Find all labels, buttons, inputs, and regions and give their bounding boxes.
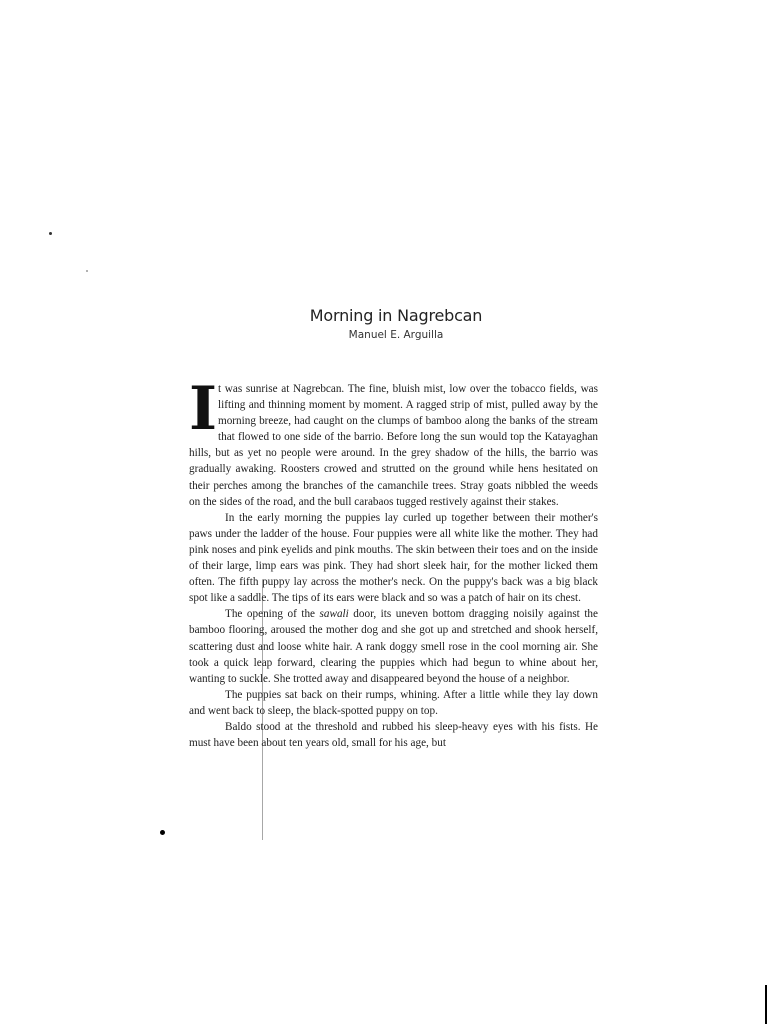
drop-cap-letter: I [189, 374, 218, 444]
story-body [189, 374, 598, 751]
paragraph-3-after: door, its uneven bottom dragging noisily against the bamboo flooring, aroused the mother dog and she got up and stretched and shook herself, scattering dust and loose white hair. A rank doggy smell rose in the cool morning air. She took a quick leap forward, clearing the puppies which had begun to whine about her, wanting to suckle. She trotted away and disappeared beyond the house of a neighbor. [189, 608, 598, 685]
pencil-mark [262, 580, 263, 840]
story-title: Morning in Nagrebcan [309, 306, 483, 325]
paragraph-5: Baldo stood at the threshold and rubbed his sleep-heavy eyes with his fists. He must have been about ten years old, small for his age, but [189, 720, 598, 750]
paragraph-3-italic: sawali [319, 608, 349, 621]
page-edge-line [765, 985, 767, 1024]
paragraph-1-text: t was sunrise at Nagrebcan. The fine, bluish mist, low over the tobacco fields, was lifting and thinning moment by moment. A ragged strip of mist, pulled away by the morning breeze, had caught on the clumps of bamboo along the banks of the stream that flowed to one side of the barrio. Before long the sun would top the Katayaghan hills, but as yet no people were around. In the grey shadow of the hills, the barrio was gradually awaking. Roosters crowed and strutted on the ground while hens hesitated on their perches among the branches of the camanchile trees. Stray goats nibbled the weeds on the sides of the road, and the bull carabaos tugged restively against their stakes. [189, 383, 598, 508]
paragraph-3-before: The opening of the [225, 608, 320, 621]
paragraph-2: In the early morning the puppies lay curled up together between their mother's paws under the ladder of the house. Four puppies were all white like the mother. They had pink noses and pink eyelids and pink mouths. The skin between their toes and on the inside of their large, limp ears was pink. They had short sleek hair, for the mother licked them often. The fifth puppy lay across the mother's neck. On the puppy's back was a big black spot like a saddle. The tips of its ears were black and so was a patch of hair on its chest. [189, 511, 598, 605]
paragraph-1 [189, 374, 598, 510]
scan-speck [49, 232, 52, 235]
margin-bullet-mark [160, 830, 165, 835]
paragraph-4: The puppies sat back on their rumps, whining. After a little while they lay down and went back to sleep, the black-spotted puppy on top. [189, 688, 598, 717]
scan-speck [86, 270, 88, 272]
drop-cap [189, 374, 218, 444]
paragraph-3 [189, 606, 598, 686]
story-author: Manuel E. Arguilla [348, 329, 444, 341]
